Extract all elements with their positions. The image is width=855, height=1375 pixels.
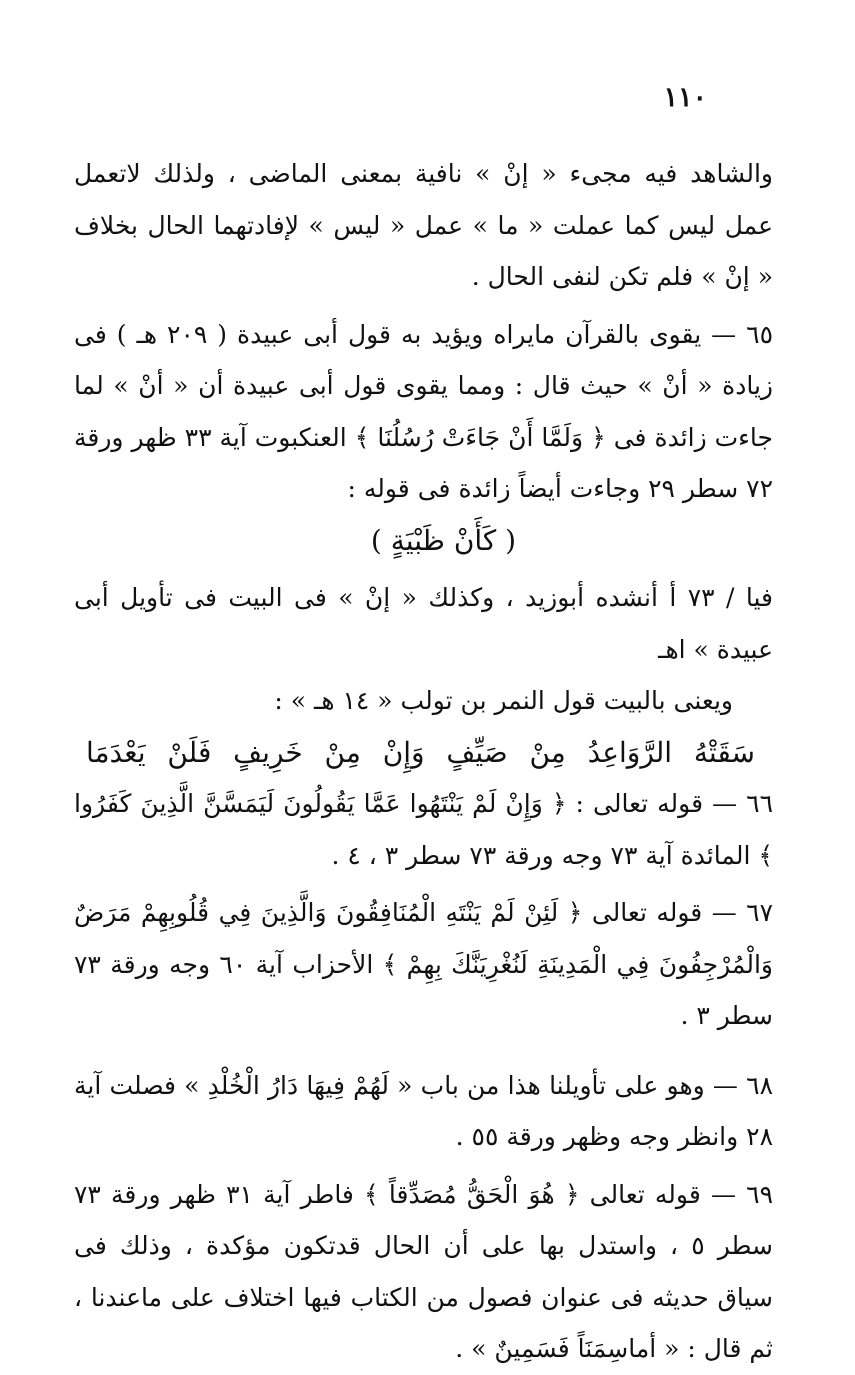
poetry-verse-line: سَقَتْهُ الرَّوَاعِدُ مِنْ صَيِّفٍ وَإِنْ مِنْ خَرِيفٍ فَلَنْ يَعْدَمَا — [86, 735, 755, 769]
paragraph-abu-zayd: فيا / ٧٣ أ أنشده أبوزيد ، وكذلك « إنْ » فى البيت فى تأويل أبى عبيدة » اهـ — [74, 583, 773, 664]
paragraph-note-68: ٦٨ — وهو على تأويلنا هذا من باب « لَهُمْ فِيهَا دَارُ الْخُلْدِ » فصلت آية ٢٨ وانظر وجه وظهر ورقة ٥٥ . — [74, 1070, 773, 1151]
paragraph-witness-note: والشاهد فيه مجىء « إنْ » نافية بمعنى الماضى ، ولذلك لاتعمل عمل ليس كما عملت « ما » عمل « ليس » لإفادتهما الحال بخلاف « إنْ » فلم تكن لنفى الحال . — [74, 159, 773, 291]
paragraph-note-67: ٦٧ — قوله تعالى ﴿ لَئِنْ لَمْ يَنْتَهِ الْمُنَافِقُونَ وَالَّذِينَ فِي قُلُوبِهِمْ مَرَضٌ وَالْمُرْجِفُونَ فِي الْمَدِينَةِ لَنُغْرِيَنَّكَ بِهِمْ ﴾ الأحزاب آية ٦٠ وجه ورقة ٧٣ سطر ٣ . — [74, 898, 773, 1030]
paragraph-note-69: ٦٩ — قوله تعالى ﴿ هُوَ الْحَقُّ مُصَدِّقاً ﴾ فاطر آية ٣١ ظهر ورقة ٧٣ سطر ٥ ، واستدل بها على أن الحال قدتكون مؤكدة ، وذلك فى سياق حديثه فى عنوان فصول من الكتاب فيها اختلاف على ماعندنا ، ثم قال : « أماسِمَنَاً فَسَمِينٌ » . — [74, 1179, 773, 1363]
paragraph-note-65: ٦٥ — يقوى بالقرآن مايراه ويؤيد به قول أبى عبيدة ( ٢٠٩ هـ ) فى زيادة « أنْ » حيث قال : ومما يقوى قول أبى عبيدة أن « أنْ » لما جاءت زائدة فى ﴿ وَلَمَّا أَنْ جَاءَتْ رُسُلُنَا ﴾ العنكبوت آية ٣٣ ظهر ورقة ٧٢ سطر ٢٩ وجاءت أيضاً زائدة فى قوله : — [74, 319, 773, 503]
quoted-phrase-line: ( كَأَنْ ظَبْيَةٍ ) — [370, 523, 517, 557]
body-text — [74, 148, 773, 1375]
paragraph-poet-reference: ويعنى بالبيت قول النمر بن تولب « ١٤ هـ » : — [274, 686, 733, 715]
paragraph-note-66: ٦٦ — قوله تعالى : ﴿ وَإِنْ لَمْ يَنْتَهُوا عَمَّا يَقُولُونَ لَيَمَسَّنَّ الَّذِينَ كَفَرُوا ﴾ المائدة آية ٧٣ وجه ورقة ٧٣ سطر ٣ ، ٤ . — [74, 789, 773, 870]
page-number: ١١٠ — [663, 82, 707, 113]
